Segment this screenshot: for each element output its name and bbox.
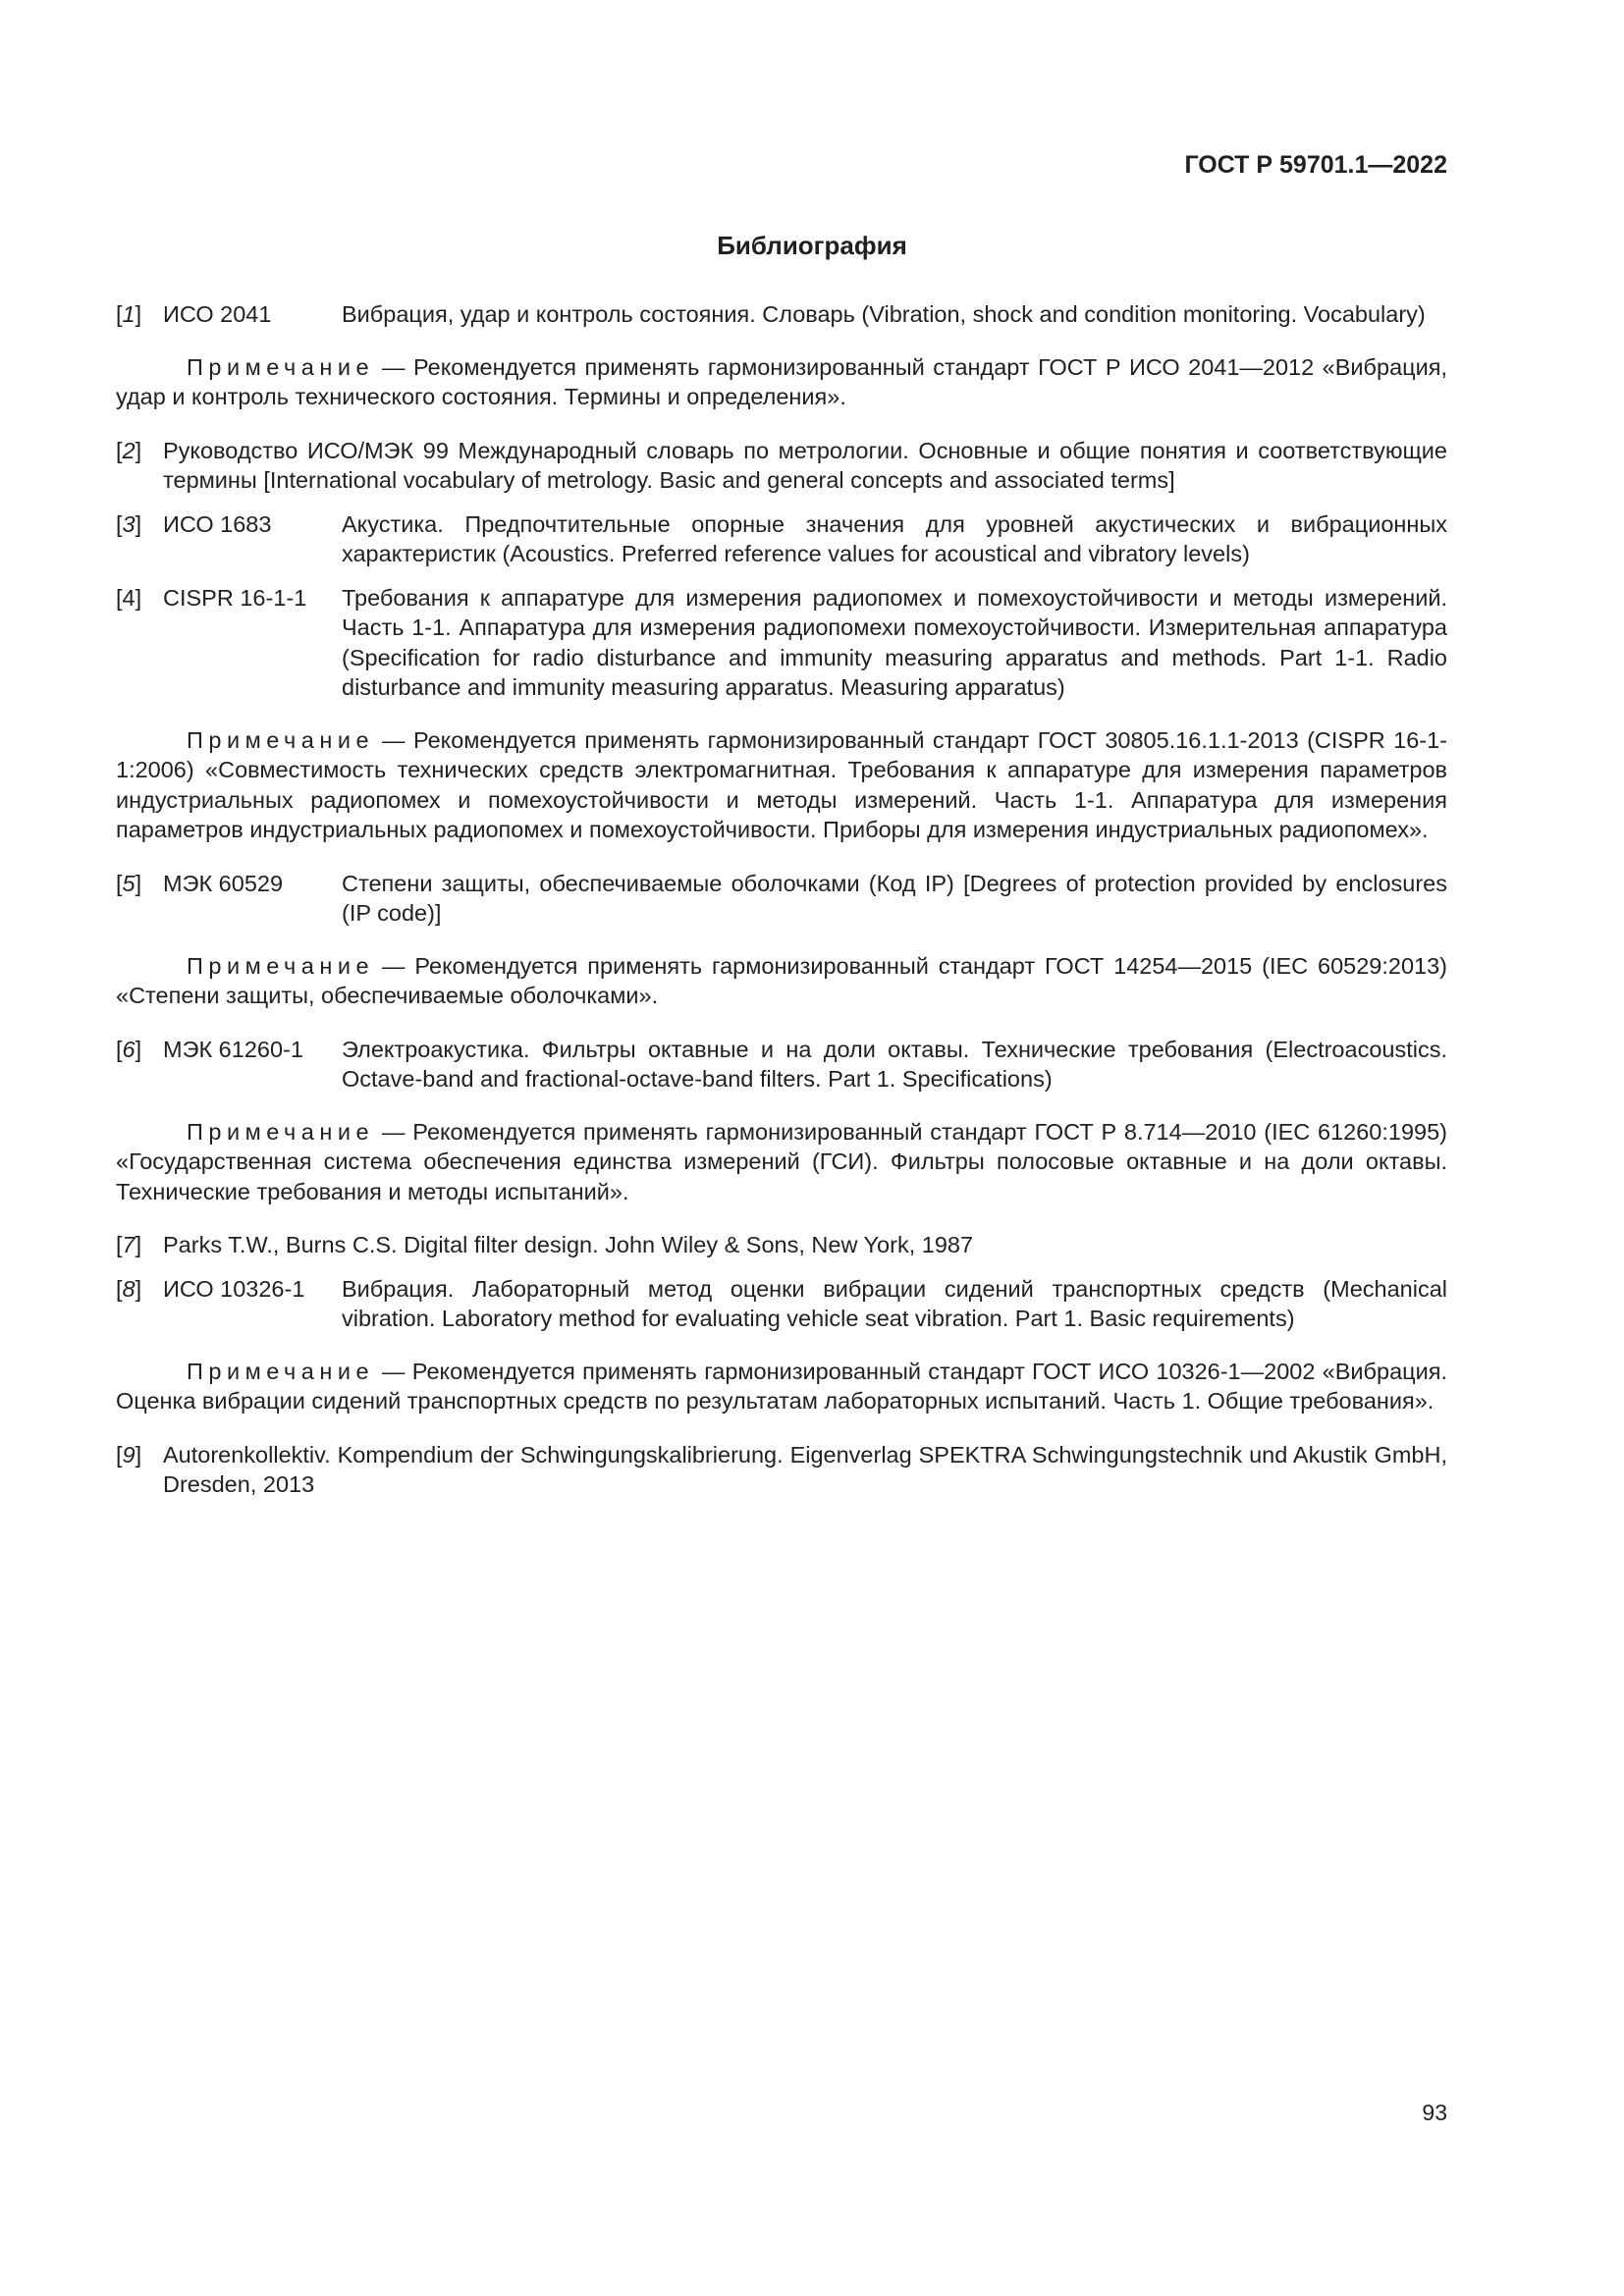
entry-note: [116, 352, 1447, 412]
entry-text: Вибрация, удар и контроль состояния. Словарь (Vibration, shock and condition monitoring. Vocabulary): [342, 301, 1426, 327]
entry-note: [116, 1117, 1447, 1207]
entry-number: [6]: [116, 1036, 142, 1062]
bibliography-list: [116, 299, 1447, 1514]
entry-text: Parks T.W., Burns C.S. Digital filter design. John Wiley & Sons, New York, 1987: [163, 1232, 974, 1257]
entry-note: [116, 1357, 1447, 1416]
entry-number: [4]: [116, 584, 142, 611]
entry-number: [7]: [116, 1232, 142, 1257]
entry-text: Акустика. Предпочтительные опорные значения для уровней акустических и вибрационных характеристик (Acoustics. Preferred reference values for acoustical and vibratory levels): [342, 510, 1447, 566]
page-number: 93: [1422, 2100, 1447, 2125]
note-text: — Рекомендуется применять гармонизированный стандарт ГОСТ 30805.16.1.1-2013 (CISPR 16-1-1:2006) «Совместимость технических средств электромагнитная. Требования к аппаратуре для измерения параметров индустриальных радиопомех и помехоустойчивости и методы измерений. Часть 1-1. Аппаратура для измерения параметров индустриальных радиопомех и помехоустойчивости. Приборы для измерения индустриальных радиопомех».: [116, 726, 1447, 842]
entry-code: ИСО 2041: [163, 301, 272, 327]
entry-text: Требования к аппаратуре для измерения радиопомех и помехоустойчивости и методы измерений. Часть 1-1. Аппаратура для измерения радиопомехи помехоустойчивости. Измерительная аппаратура (Specification for radio disturbance and immunity measuring apparatus and methods. Part 1-1. Radio disturbance and immunity measuring apparatus. Measuring apparatus): [342, 584, 1447, 700]
entry-text: Вибрация. Лабораторный метод оценки вибрации сидений транспортных средств (Mechanical vibration. Laboratory method for evaluating vehicle seat vibration. Part 1. Basic requirements): [342, 1275, 1447, 1331]
entry-code: ИСО 10326-1: [163, 1275, 305, 1302]
entry-code: ИСО 1683: [163, 510, 272, 537]
entry-text: Степени защиты, обеспечиваемые оболочками (Код IP) [Degrees of protection provided by enclosures (IP code)]: [342, 870, 1447, 926]
note-text: — Рекомендуется применять гармонизированный стандарт ГОСТ 14254—2015 (IEC 60529:2013) «Степени защиты, обеспечиваемые оболочками».: [116, 952, 1447, 1008]
entry-number: [8]: [116, 1275, 142, 1302]
entry-text: Autorenkollektiv. Kompendium der Schwingungskalibrierung. Eigenverlag SPEKTRA Schwingungstechnik und Akustik GmbH, Dresden, 2013: [163, 1441, 1447, 1497]
note-text: — Рекомендуется применять гармонизированный стандарт ГОСТ Р ИСО 2041—2012 «Вибрация, удар и контроль технического состояния. Термины и определения».: [116, 353, 1447, 409]
bibliography-entry: [116, 1035, 1447, 1095]
bibliography-entry: [116, 583, 1447, 703]
note-label: Примечание: [187, 726, 375, 753]
entry-note: [116, 951, 1447, 1011]
bibliography-entry: [116, 436, 1447, 496]
bibliography-entry: [116, 1440, 1447, 1500]
entry-note: [116, 725, 1447, 845]
entry-number: [2]: [116, 437, 142, 463]
bibliography-entry: [116, 299, 1447, 330]
entry-code: МЭК 61260-1: [163, 1036, 303, 1062]
entry-number: [3]: [116, 510, 142, 537]
note-label: Примечание: [187, 353, 375, 380]
note-label: Примечание: [187, 1118, 375, 1145]
note-label: Примечание: [187, 952, 375, 979]
document-code: ГОСТ Р 59701.1—2022: [1184, 151, 1447, 179]
entry-text: Руководство ИСО/МЭК 99 Международный словарь по метрологии. Основные и общие понятия и соответствующие термины [International vocabulary of metrology. Basic and general concepts and associated terms]: [163, 437, 1447, 493]
entry-code: МЭК 60529: [163, 870, 284, 896]
entry-code: CISPR 16-1-1: [163, 584, 307, 611]
note-text: — Рекомендуется применять гармонизированный стандарт ГОСТ Р 8.714—2010 (IEC 61260:1995) «Государственная система обеспечения единства измерений (ГСИ). Фильтры полосовые октавные и на доли октавы. Технические требования и методы испытаний».: [116, 1118, 1447, 1204]
entry-text: Электроакустика. Фильтры октавные и на доли октавы. Технические требования (Electroacoustics. Octave-band and fractional-octave-band filters. Part 1. Specifications): [342, 1036, 1447, 1092]
note-label: Примечание: [187, 1358, 375, 1384]
entry-number: [1]: [116, 301, 142, 327]
entry-number: [5]: [116, 870, 142, 896]
bibliography-entry: [116, 509, 1447, 569]
note-text: — Рекомендуется применять гармонизированный стандарт ГОСТ ИСО 10326-1—2002 «Вибрация. Оценка вибрации сидений транспортных средств по результатам лабораторных испытаний. Часть 1. Общие требования».: [116, 1358, 1447, 1414]
section-title: Библиография: [717, 231, 907, 260]
entry-number: [9]: [116, 1441, 142, 1468]
bibliography-entry: [116, 1274, 1447, 1334]
bibliography-entry: [116, 869, 1447, 929]
bibliography-entry: [116, 1230, 1447, 1260]
